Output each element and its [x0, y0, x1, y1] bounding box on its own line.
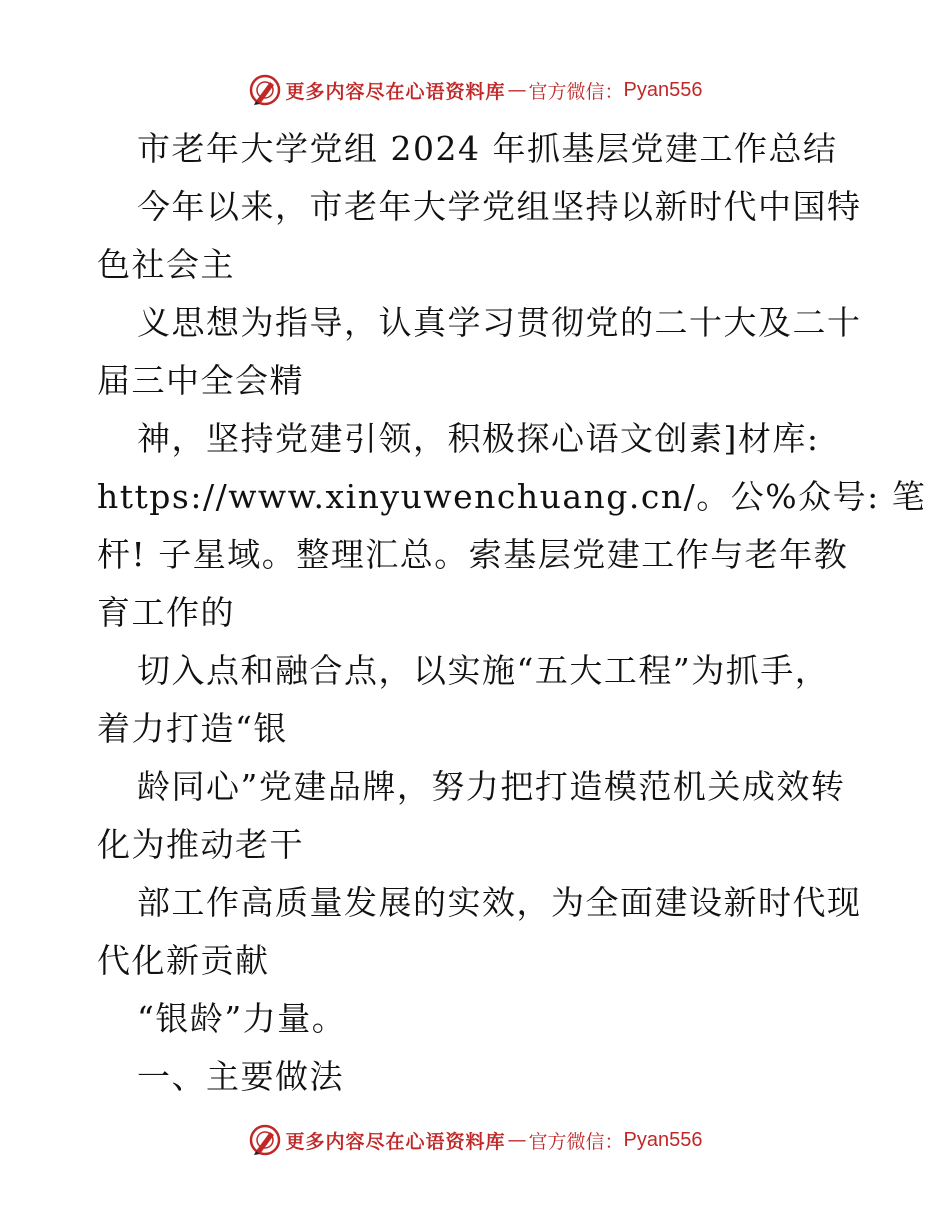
paragraph-line: 着力打造“银: [97, 709, 288, 748]
paragraph-line: “银龄”力量。: [137, 999, 347, 1038]
header-wechat-id: Pyan556: [623, 78, 703, 101]
paragraph-line: 部工作高质量发展的实效，为全面建设新时代现: [137, 883, 862, 922]
header-wechat-label: 官方微信：: [528, 80, 624, 103]
footer-wechat-id: Pyan556: [623, 1128, 703, 1151]
header-brand-text: 更多内容尽在心语资料库: [285, 80, 506, 103]
paragraph-line: 育工作的: [97, 593, 235, 632]
footer-dash: —: [507, 1129, 527, 1151]
footer-wechat-label: 官方微信：: [528, 1130, 624, 1153]
pen-logo-icon: [248, 73, 282, 107]
header-banner: [0, 70, 950, 110]
paragraph-line: 龄同心”党建品牌，努力把打造模范机关成效转: [137, 767, 846, 806]
paragraph-line: 化为推动老干: [97, 825, 304, 864]
paragraph-line: 色社会主: [97, 245, 235, 284]
paragraph-line: 杆! 子星域。整理汇总。索基层党建工作与老年教: [97, 535, 849, 574]
document-body: [97, 120, 927, 1106]
paragraph-line: 代化新贡献: [97, 941, 270, 980]
paragraph-line: 届三中全会精: [97, 361, 304, 400]
pen-logo-icon: [248, 1123, 282, 1157]
url-line: https://www.xinyuwenchuang.cn/。公%众号: 笔: [97, 477, 927, 516]
paragraph-line: 切入点和融合点，以实施“五大工程”为抓手，: [137, 651, 830, 690]
header-dash: —: [507, 79, 527, 101]
paragraph-line: 义思想为指导，认真学习贯彻党的二十大及二十: [137, 303, 862, 342]
paragraph-line: 今年以来，市老年大学党组坚持以新时代中国特: [137, 187, 862, 226]
section-heading: 一、主要做法: [137, 1057, 344, 1096]
footer-banner: [0, 1120, 950, 1160]
paragraph-line: 神，坚持党建引领，积极探心语文创素]材库:: [137, 419, 820, 458]
document-title: 市老年大学党组 2024 年抓基层党建工作总结: [137, 129, 838, 168]
footer-brand-text: 更多内容尽在心语资料库: [285, 1130, 506, 1153]
